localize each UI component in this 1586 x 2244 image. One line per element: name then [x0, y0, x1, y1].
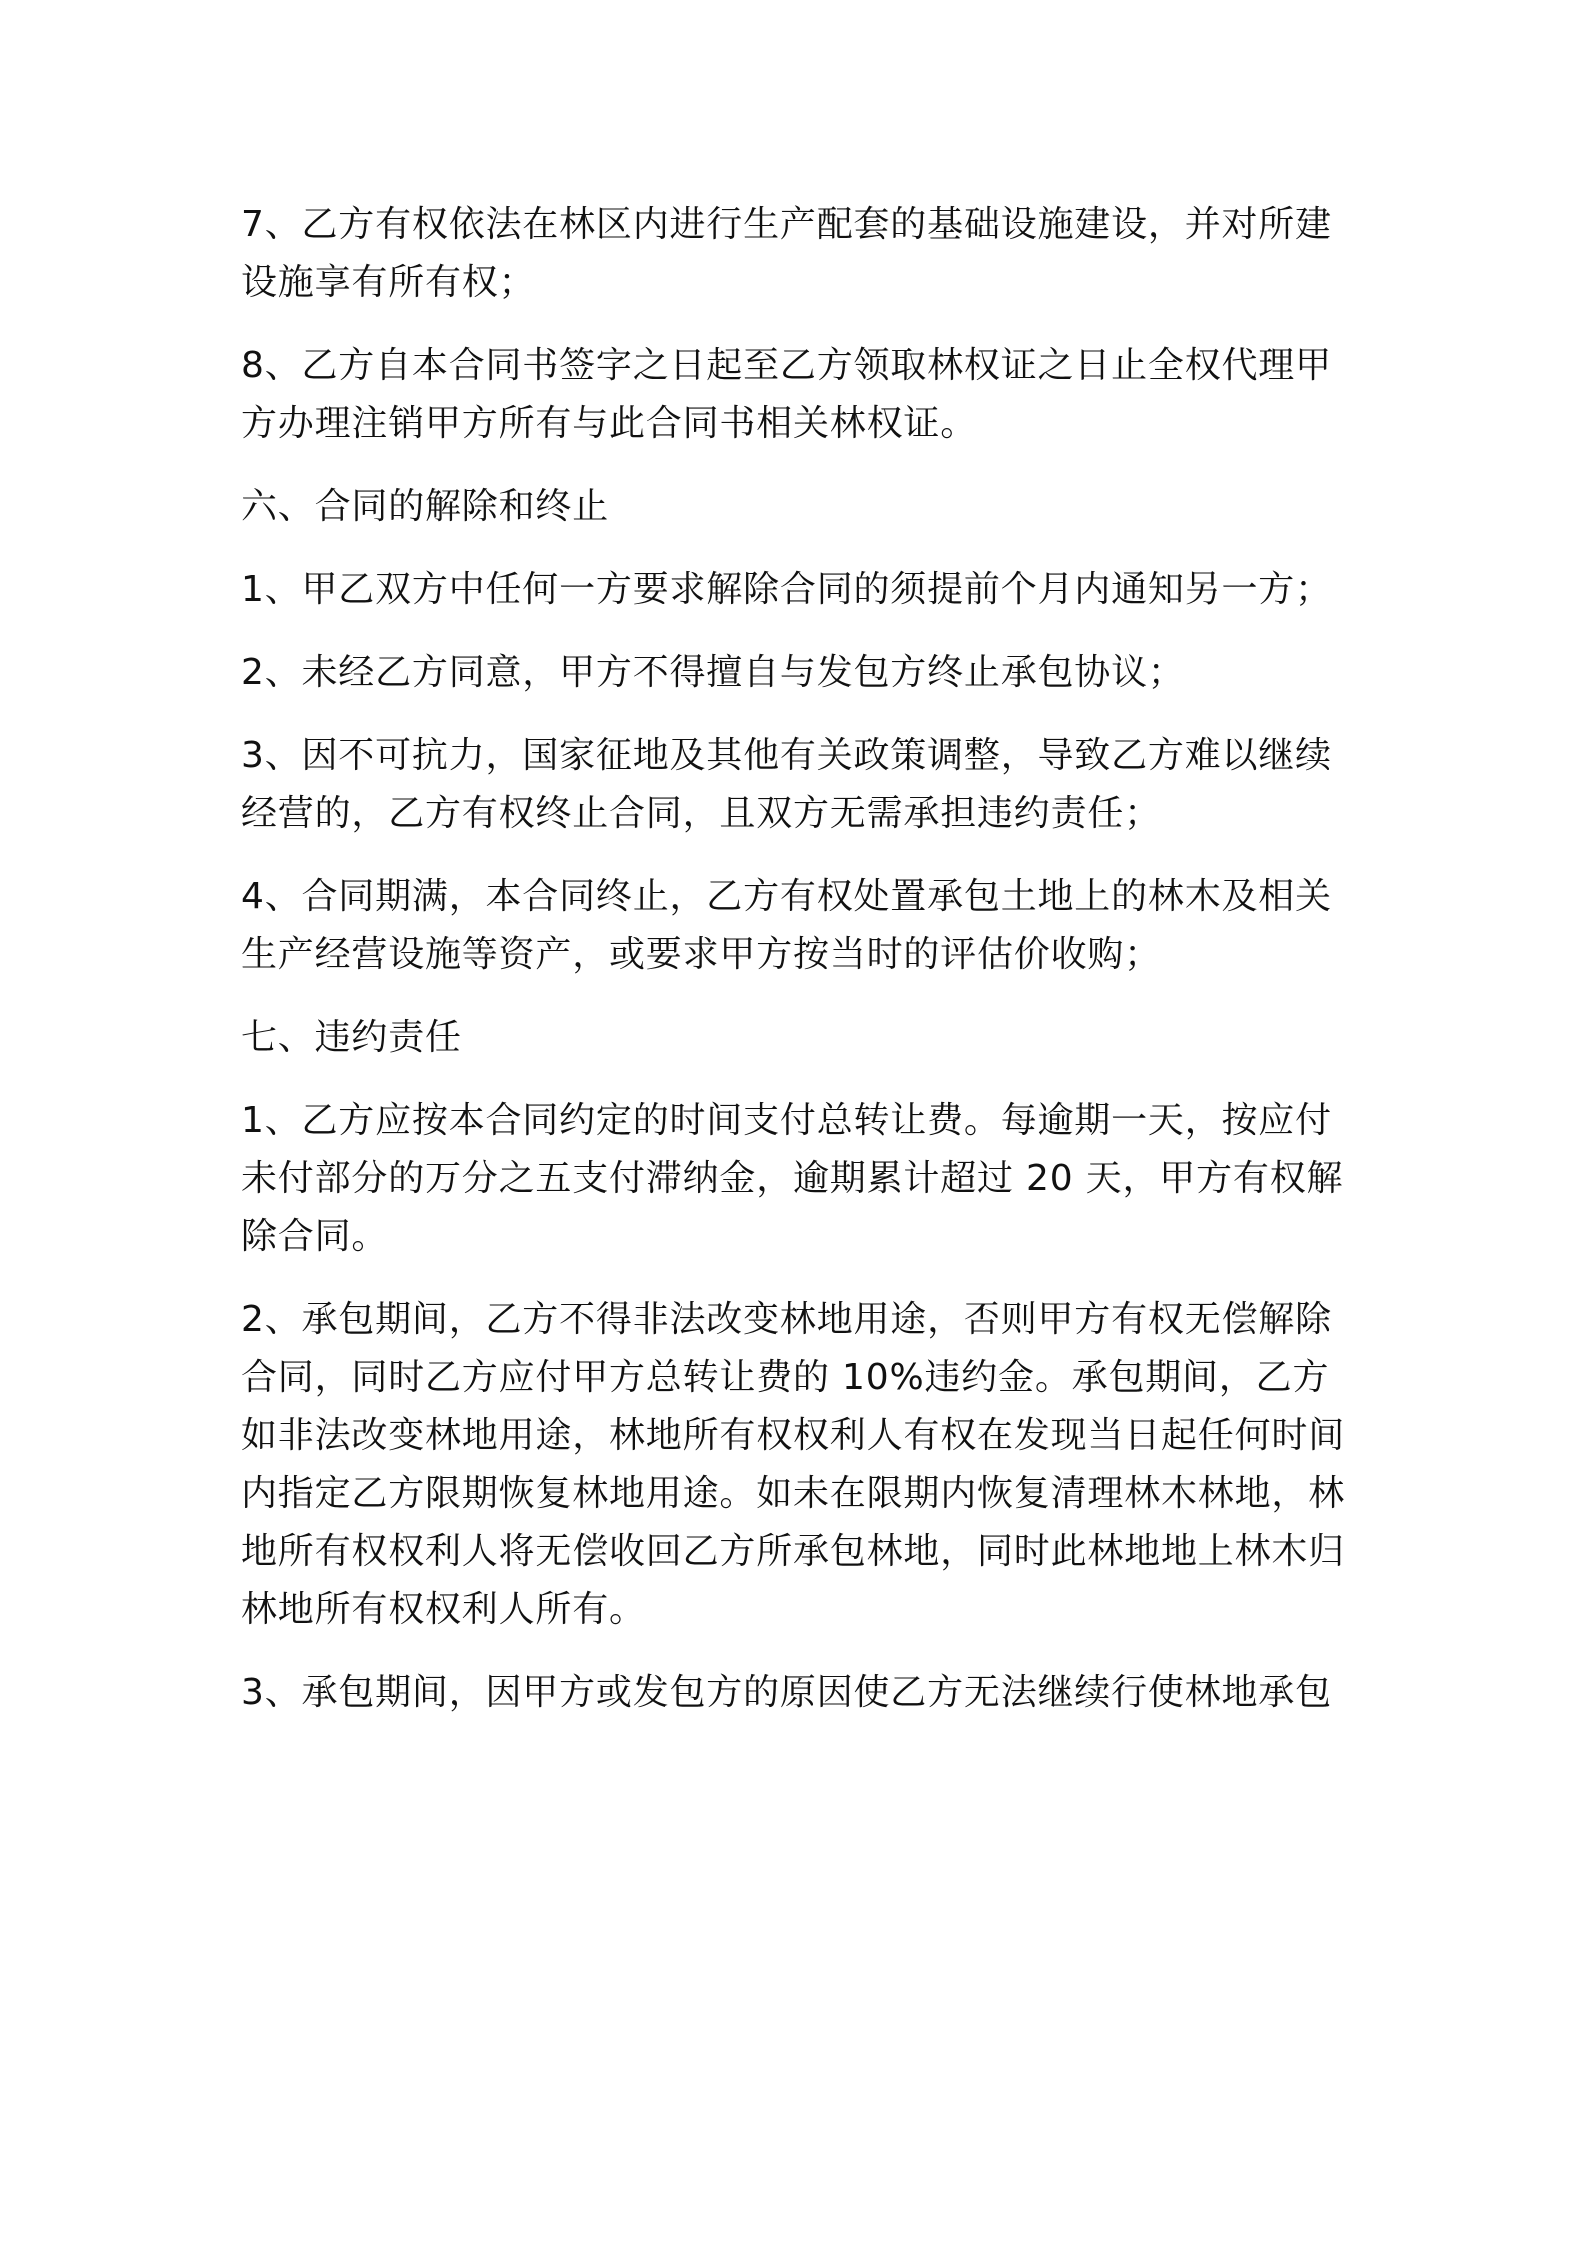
text-line: 方办理注销甲方所有与此合同书相关林权证。 — [241, 403, 978, 444]
text-line: 1、甲乙双方中任何一方要求解除合同的须提前个月内通知另一方； — [241, 569, 1332, 610]
text-line: 生产经营设施等资产，或要求甲方按当时的评估价收购； — [241, 934, 1162, 975]
text-line: 未付部分的万分之五支付滞纳金，逾期累计超过 20 天，甲方有权解 — [241, 1158, 1344, 1199]
section-6-item-1 — [241, 561, 1356, 619]
text-line: 4、合同期满，本合同终止，乙方有权处置承包土地上的林木及相关 — [241, 876, 1332, 917]
section-title: 六、合同的解除和终止 — [241, 486, 610, 527]
text-line: 林地所有权权利人所有。 — [241, 1589, 646, 1630]
text-line: 1、乙方应按本合同约定的时间支付总转让费。每逾期一天，按应付 — [241, 1100, 1332, 1141]
text-line: 3、承包期间，因甲方或发包方的原因使乙方无法继续行使林地承包 — [241, 1672, 1332, 1713]
text-line: 2、未经乙方同意，甲方不得擅自与发包方终止承包协议； — [241, 652, 1185, 693]
section-6-item-2 — [241, 644, 1356, 702]
section-7-item-3 — [241, 1664, 1356, 1722]
section-7-item-2 — [241, 1291, 1356, 1639]
text-line: 如非法改变林地用途，林地所有权权利人有权在发现当日起任何时间 — [241, 1415, 1346, 1456]
text-line: 地所有权权利人将无偿收回乙方所承包林地，同时此林地地上林木归 — [241, 1531, 1346, 1572]
text-line: 除合同。 — [241, 1216, 389, 1257]
section-title: 七、违约责任 — [241, 1017, 462, 1058]
text-line: 8、乙方自本合同书签字之日起至乙方领取林权证之日止全权代理甲 — [241, 345, 1332, 386]
document-body — [241, 196, 1356, 1722]
text-line: 设施享有所有权； — [241, 262, 536, 303]
section-heading-7 — [241, 1009, 1356, 1067]
text-line: 3、因不可抗力，国家征地及其他有关政策调整，导致乙方难以继续 — [241, 735, 1332, 776]
text-line: 7、乙方有权依法在林区内进行生产配套的基础设施建设，并对所建 — [241, 204, 1332, 245]
text-line: 合同，同时乙方应付甲方总转让费的 10%违约金。承包期间，乙方 — [241, 1357, 1330, 1398]
text-line: 2、承包期间，乙方不得非法改变林地用途，否则甲方有权无偿解除 — [241, 1299, 1332, 1340]
clause-8 — [241, 337, 1356, 453]
clause-7 — [241, 196, 1356, 312]
text-line: 内指定乙方限期恢复林地用途。如未在限期内恢复清理林木林地，林 — [241, 1473, 1346, 1514]
text-line: 经营的，乙方有权终止合同，且双方无需承担违约责任； — [241, 793, 1162, 834]
section-6-item-3 — [241, 727, 1356, 843]
section-heading-6 — [241, 478, 1356, 536]
section-7-item-1 — [241, 1092, 1356, 1266]
section-6-item-4 — [241, 868, 1356, 984]
